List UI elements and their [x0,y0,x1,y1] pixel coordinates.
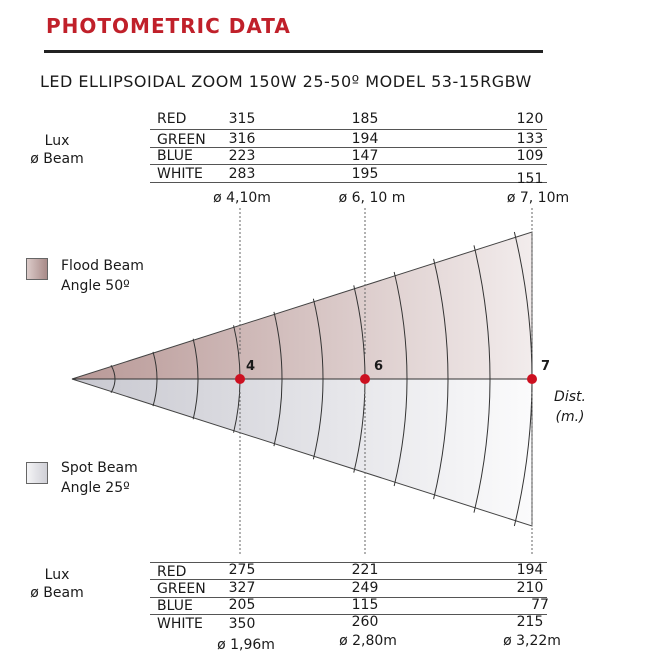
spot-value: 115 [351,597,379,613]
lux-label: Lux [44,567,70,583]
spot-beam-label: Spot Beam [61,460,138,476]
page-title: PHOTOMETRIC DATA [46,14,291,38]
axis-label-line2: (m.) [555,409,585,425]
flood-value: 195 [351,166,379,182]
flood-value: 283 [228,166,256,182]
spot-value: 77 [531,597,549,613]
axis-label-line1: Dist. [554,389,586,405]
spot-value: 215 [516,614,544,630]
flood-value: 223 [228,148,256,164]
flood-row-name: RED [157,111,187,127]
flood-row-name: WHITE [157,166,203,182]
beam-label: ø Beam [30,151,84,167]
spot-row-name: RED [157,564,187,580]
distance-label: 4 [246,359,256,374]
distance-label: 6 [374,359,384,374]
spot-value: 194 [516,562,544,578]
spot-angle-label: Angle 25º [61,480,130,496]
flood-diameter: ø 4,10m [213,190,271,206]
spot-value: 205 [228,597,256,613]
flood-value: 133 [516,131,544,147]
lux-label: Lux [44,133,70,149]
spot-diameter: ø 3,22m [503,633,561,649]
spot-row-name: WHITE [157,616,203,632]
flood-beam-label: Flood Beam [61,258,144,274]
spot-value: 249 [351,580,379,596]
flood-value: 147 [351,148,379,164]
spot-value: 260 [351,614,379,630]
spot-diameter: ø 1,96m [217,637,275,653]
distance-marker-dot [360,374,370,384]
flood-value: 151 [516,171,544,187]
flood-value: 194 [351,131,379,147]
spot-row-name: GREEN [157,581,206,597]
product-title: LED ELLIPSOIDAL ZOOM 150W 25-50º MODEL 53-15RGBW [40,72,532,91]
flood-row-name: BLUE [157,148,193,164]
flood-value: 109 [516,148,544,164]
flood-angle-label: Angle 50º [61,278,130,294]
flood-value: 316 [228,131,256,147]
flood-beam-cone [72,232,532,379]
spot-diameter: ø 2,80m [339,633,397,649]
flood-diameter: ø 6, 10 m [338,190,406,206]
distance-label: 7 [541,359,551,374]
flood-value: 120 [516,111,544,127]
flood-diameter: ø 7, 10m [506,190,570,206]
distance-marker-dot [527,374,537,384]
beam-label: ø Beam [30,585,84,601]
spot-value: 275 [228,562,256,578]
spot-beam-cone [72,379,532,526]
spot-row-name: BLUE [157,598,193,614]
flood-value: 185 [351,111,379,127]
distance-marker-dot [235,374,245,384]
flood-row-name: GREEN [157,132,206,148]
spot-lux-beam-label [12,566,102,602]
spot-value: 221 [351,562,379,578]
spot-value: 327 [228,580,256,596]
distance-axis-label [550,387,590,427]
spot-value: 210 [516,580,544,596]
flood-value: 315 [228,111,256,127]
spot-value: 350 [228,616,256,632]
